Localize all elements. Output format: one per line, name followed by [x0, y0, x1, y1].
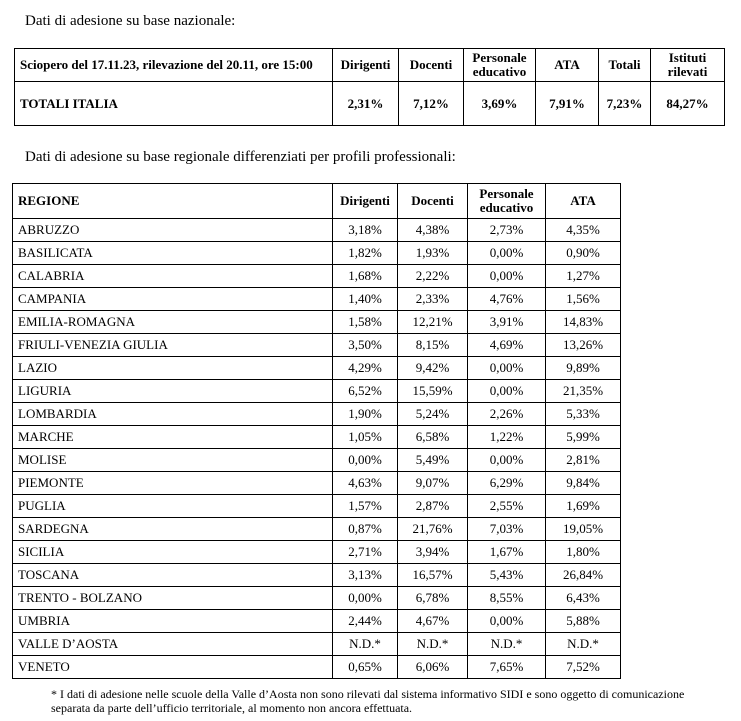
region-name: BASILICATA [13, 242, 333, 265]
table-cell: N.D.* [468, 633, 546, 656]
table-cell: 7,03% [468, 518, 546, 541]
totals-label: TOTALI ITALIA [15, 82, 333, 126]
table-cell: 26,84% [546, 564, 621, 587]
table-cell: 6,06% [398, 656, 468, 679]
table-cell: 0,87% [333, 518, 398, 541]
table-cell: 2,71% [333, 541, 398, 564]
regional-section-title: Dati di adesione su base regionale differenziati per profili professionali: [25, 149, 456, 165]
table-cell: 7,12% [399, 82, 464, 126]
table-cell: 14,83% [546, 311, 621, 334]
region-name: MOLISE [13, 449, 333, 472]
table-row [13, 472, 621, 495]
table-row [13, 265, 621, 288]
region-name: PIEMONTE [13, 472, 333, 495]
table-cell: 5,24% [398, 403, 468, 426]
region-name: LAZIO [13, 357, 333, 380]
header-docenti: Docenti [399, 49, 464, 82]
table-cell: 6,43% [546, 587, 621, 610]
table-cell: 6,58% [398, 426, 468, 449]
table-cell: 2,81% [546, 449, 621, 472]
table-cell: N.D.* [333, 633, 398, 656]
region-name: SARDEGNA [13, 518, 333, 541]
table-cell: 9,42% [398, 357, 468, 380]
table-cell: 3,13% [333, 564, 398, 587]
table-cell: 13,26% [546, 334, 621, 357]
regional-header-row [13, 184, 621, 219]
table-cell: 8,55% [468, 587, 546, 610]
table-cell: 1,68% [333, 265, 398, 288]
table-cell: 0,65% [333, 656, 398, 679]
regional-table [12, 183, 621, 679]
table-cell: 0,00% [468, 242, 546, 265]
table-cell: 4,67% [398, 610, 468, 633]
table-cell: 2,44% [333, 610, 398, 633]
regional-table-body [13, 219, 621, 679]
table-cell: 21,35% [546, 380, 621, 403]
region-name: LOMBARDIA [13, 403, 333, 426]
national-section-title: Dati di adesione su base nazionale: [25, 13, 236, 29]
table-row [13, 403, 621, 426]
table-cell: 7,52% [546, 656, 621, 679]
table-cell: 16,57% [398, 564, 468, 587]
table-row [13, 449, 621, 472]
national-totals-row [15, 82, 725, 126]
table-row [13, 426, 621, 449]
region-name: VALLE D’AOSTA [13, 633, 333, 656]
table-row [13, 242, 621, 265]
table-row [13, 380, 621, 403]
region-name: EMILIA-ROMAGNA [13, 311, 333, 334]
table-cell: 1,67% [468, 541, 546, 564]
table-cell: 6,29% [468, 472, 546, 495]
table-cell: 0,00% [333, 449, 398, 472]
header-strike-info: Sciopero del 17.11.23, rilevazione del 20.11, ore 15:00 [15, 49, 333, 82]
table-cell: 4,38% [398, 219, 468, 242]
table-row [13, 610, 621, 633]
table-cell: 4,29% [333, 357, 398, 380]
table-cell: 8,15% [398, 334, 468, 357]
table-cell: 4,35% [546, 219, 621, 242]
table-row [13, 541, 621, 564]
table-row [13, 656, 621, 679]
header-ata: ATA [546, 184, 621, 219]
table-cell: 3,69% [464, 82, 536, 126]
table-cell: 5,49% [398, 449, 468, 472]
table-cell: 0,90% [546, 242, 621, 265]
header-docenti: Docenti [398, 184, 468, 219]
national-table [14, 48, 725, 126]
table-row [13, 518, 621, 541]
table-row [13, 334, 621, 357]
table-cell: 1,80% [546, 541, 621, 564]
header-personale-educativo: Personale educativo [468, 184, 546, 219]
table-cell: 2,22% [398, 265, 468, 288]
region-name: MARCHE [13, 426, 333, 449]
table-cell: 3,50% [333, 334, 398, 357]
header-regione: REGIONE [13, 184, 333, 219]
header-totali: Totali [599, 49, 651, 82]
table-cell: 5,88% [546, 610, 621, 633]
table-cell: 5,33% [546, 403, 621, 426]
region-name: LIGURIA [13, 380, 333, 403]
table-cell: 12,21% [398, 311, 468, 334]
table-cell: 4,76% [468, 288, 546, 311]
table-cell: 1,69% [546, 495, 621, 518]
table-cell: N.D.* [546, 633, 621, 656]
table-cell: 3,91% [468, 311, 546, 334]
table-cell: 2,26% [468, 403, 546, 426]
table-cell: 19,05% [546, 518, 621, 541]
table-row [13, 633, 621, 656]
table-cell: 6,78% [398, 587, 468, 610]
table-cell: 1,82% [333, 242, 398, 265]
region-name: ABRUZZO [13, 219, 333, 242]
table-cell: 2,73% [468, 219, 546, 242]
table-row [13, 495, 621, 518]
table-cell: 1,05% [333, 426, 398, 449]
table-cell: 1,56% [546, 288, 621, 311]
table-row [13, 357, 621, 380]
table-cell: 1,40% [333, 288, 398, 311]
region-name: CAMPANIA [13, 288, 333, 311]
table-cell: 0,00% [333, 587, 398, 610]
table-cell: 9,84% [546, 472, 621, 495]
region-name: FRIULI-VENEZIA GIULIA [13, 334, 333, 357]
table-cell: 6,52% [333, 380, 398, 403]
national-header-row [15, 49, 725, 82]
table-row [13, 219, 621, 242]
table-cell: 2,55% [468, 495, 546, 518]
header-dirigenti: Dirigenti [333, 49, 399, 82]
region-name: UMBRIA [13, 610, 333, 633]
table-cell: 5,43% [468, 564, 546, 587]
table-cell: 0,00% [468, 380, 546, 403]
header-ata: ATA [536, 49, 599, 82]
table-cell: 4,69% [468, 334, 546, 357]
region-name: SICILIA [13, 541, 333, 564]
footnote: * I dati di adesione nelle scuole della Valle d’Aosta non sono rilevati dal sistema informativo SIDI e sono oggetto di comunicazione separata da parte dell’ufficio territoriale, al momento non ancora effettuata. [51, 687, 685, 715]
table-cell: 4,63% [333, 472, 398, 495]
table-cell: 0,00% [468, 610, 546, 633]
header-istituti-rilevati: Istituti rilevati [651, 49, 725, 82]
table-cell: 5,99% [546, 426, 621, 449]
table-cell: 0,00% [468, 357, 546, 380]
table-cell: 7,65% [468, 656, 546, 679]
region-name: PUGLIA [13, 495, 333, 518]
table-cell: 3,94% [398, 541, 468, 564]
table-cell: 0,00% [468, 265, 546, 288]
region-name: CALABRIA [13, 265, 333, 288]
table-cell: N.D.* [398, 633, 468, 656]
header-dirigenti: Dirigenti [333, 184, 398, 219]
table-cell: 1,22% [468, 426, 546, 449]
table-cell: 21,76% [398, 518, 468, 541]
table-cell: 1,58% [333, 311, 398, 334]
table-cell: 3,18% [333, 219, 398, 242]
table-cell: 1,27% [546, 265, 621, 288]
table-cell: 2,31% [333, 82, 399, 126]
table-cell: 1,93% [398, 242, 468, 265]
region-name: TOSCANA [13, 564, 333, 587]
table-cell: 2,33% [398, 288, 468, 311]
table-cell: 84,27% [651, 82, 725, 126]
table-cell: 7,23% [599, 82, 651, 126]
table-row [13, 587, 621, 610]
table-cell: 2,87% [398, 495, 468, 518]
table-cell: 15,59% [398, 380, 468, 403]
region-name: TRENTO - BOLZANO [13, 587, 333, 610]
table-cell: 9,07% [398, 472, 468, 495]
table-cell: 1,57% [333, 495, 398, 518]
table-cell: 7,91% [536, 82, 599, 126]
region-name: VENETO [13, 656, 333, 679]
table-cell: 1,90% [333, 403, 398, 426]
table-row [13, 311, 621, 334]
table-cell: 0,00% [468, 449, 546, 472]
header-personale-educativo: Personale educativo [464, 49, 536, 82]
table-row [13, 288, 621, 311]
table-row [13, 564, 621, 587]
table-cell: 9,89% [546, 357, 621, 380]
